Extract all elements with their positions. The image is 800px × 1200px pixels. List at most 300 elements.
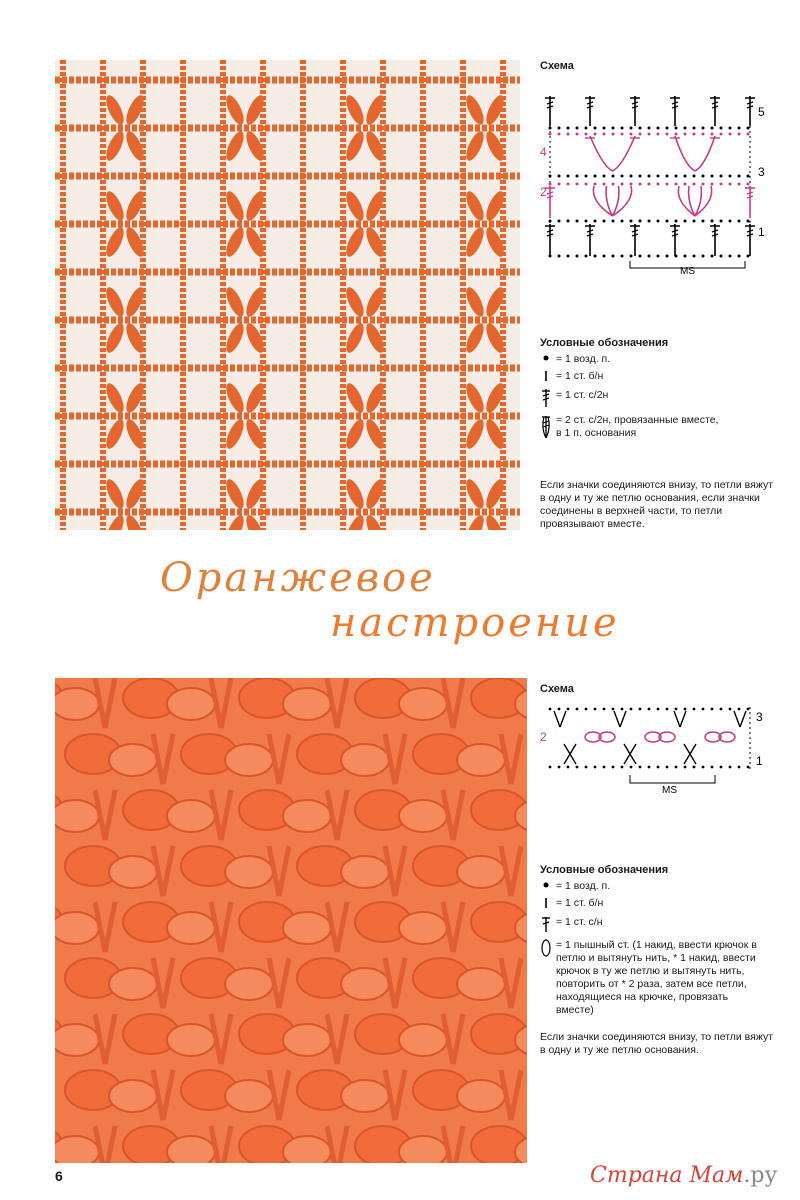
row-number: 2 — [540, 185, 547, 199]
chain-dot — [603, 127, 606, 130]
row-number: 1 — [758, 225, 765, 239]
chain-dot — [702, 220, 705, 223]
chain-dot — [693, 183, 696, 186]
cluster-stroke — [606, 186, 619, 216]
chain-dot — [594, 220, 597, 223]
chain-dot — [585, 183, 588, 186]
chain-dot — [585, 708, 588, 711]
chain-dot — [720, 766, 723, 769]
fan-stitch — [211, 678, 231, 728]
chain-dot — [720, 220, 723, 223]
chain-dot — [558, 766, 561, 769]
chain-dot — [702, 766, 705, 769]
cluster-petal — [243, 513, 267, 530]
cluster-petal — [103, 477, 127, 511]
chain-dot — [639, 175, 642, 178]
legend-text: = 1 пышный ст. (1 накид, ввести крючок в петлю и вытянуть нить, * 1 накид, ввести крючок в ту же петлю и вытянуть нить, повторить от * 2 раза, затем все петли, находящиеся на крючке, провязать вместе) — [556, 939, 757, 1016]
filet-mesh-pattern — [55, 60, 520, 530]
chain-dot — [549, 127, 552, 130]
puff-stitch — [225, 744, 273, 776]
chain-dot — [558, 175, 561, 178]
stitch-line — [620, 711, 626, 727]
bar-icon — [540, 897, 552, 912]
chain-dot — [684, 183, 687, 186]
chain-dot — [720, 175, 723, 178]
chain-dot — [747, 220, 750, 223]
puff-stitch — [225, 968, 273, 1000]
chain-dot — [675, 220, 678, 223]
chain-dot — [684, 133, 687, 136]
chain-dot — [738, 708, 741, 711]
cluster-petal — [463, 285, 487, 319]
cluster-petal — [463, 189, 487, 223]
chain-dot — [720, 127, 723, 130]
chain-dot — [666, 127, 669, 130]
chain-dot — [558, 708, 561, 711]
chain-dot — [702, 708, 705, 711]
chain-dot — [630, 220, 633, 223]
fan-stitch — [269, 1070, 289, 1120]
legend-item — [540, 389, 798, 410]
chain-dot — [558, 133, 561, 136]
stitch-line — [680, 711, 686, 727]
chain-dot — [585, 766, 588, 769]
chain-dot — [657, 766, 660, 769]
fan-stitch — [95, 1014, 115, 1064]
puff-stitch — [457, 744, 505, 776]
chain-dot — [729, 255, 732, 258]
puff-stitch — [55, 688, 99, 720]
chain-dot — [558, 183, 561, 186]
puff-stitch — [399, 912, 447, 944]
repeat-bracket — [630, 775, 715, 783]
puff-stitch — [457, 1080, 505, 1112]
puff-stitch — [399, 688, 447, 720]
chain-dot — [657, 255, 660, 258]
cluster-petal — [463, 513, 487, 530]
chain-dot — [576, 220, 579, 223]
chain-dot — [549, 183, 552, 186]
chain-dot — [576, 766, 579, 769]
puff-stitch — [167, 1136, 215, 1163]
fan-stitch — [95, 678, 115, 728]
fan-stitch — [443, 790, 463, 840]
cluster-petal — [223, 513, 247, 530]
chain-dot — [603, 708, 606, 711]
puff-stitch — [55, 912, 99, 944]
fan-stitch — [153, 958, 173, 1008]
chain-dot — [594, 255, 597, 258]
chain-dot — [684, 766, 687, 769]
cluster-petal — [343, 321, 367, 355]
chain-dot — [603, 175, 606, 178]
chain-dot — [747, 127, 750, 130]
fan-stitch — [501, 1070, 521, 1120]
chain-dot — [612, 175, 615, 178]
chain-dot — [567, 183, 570, 186]
chain-dot — [549, 175, 552, 178]
chain-dot — [711, 183, 714, 186]
chain-dot — [738, 127, 741, 130]
chain-dot — [558, 255, 561, 258]
chain-dot — [621, 708, 624, 711]
chain-dot — [621, 183, 624, 186]
puff-stitch — [341, 968, 389, 1000]
chain-dot — [729, 133, 732, 136]
puff-stitch — [167, 912, 215, 944]
chain-dot — [648, 133, 651, 136]
cluster-petal — [103, 129, 127, 163]
title-line2: настроение — [330, 600, 620, 646]
chain-dot — [648, 255, 651, 258]
chain-dot — [576, 183, 579, 186]
chain-dot — [585, 175, 588, 178]
chain-dot — [702, 175, 705, 178]
chain-dot — [648, 220, 651, 223]
v-stroke — [675, 136, 715, 171]
cluster-petal — [223, 225, 247, 259]
chain-dot — [666, 766, 669, 769]
chain-dot — [639, 708, 642, 711]
chain-dot — [693, 175, 696, 178]
cluster-petal — [343, 477, 367, 511]
cluster-petal — [103, 285, 127, 319]
section1-panel — [540, 60, 798, 531]
cluster-petal — [343, 189, 367, 223]
puff-stitch — [109, 856, 157, 888]
chain-dot — [657, 220, 660, 223]
chain-dot — [630, 175, 633, 178]
fan-stitch — [327, 1014, 347, 1064]
row-number: 4 — [540, 145, 547, 159]
cluster-stroke — [593, 186, 631, 216]
cluster-petal — [343, 417, 367, 451]
chain-dot — [666, 220, 669, 223]
cluster-petal — [343, 381, 367, 415]
chain-dot — [693, 766, 696, 769]
chain-dot — [702, 255, 705, 258]
page-number: 6 — [55, 1168, 63, 1184]
chain-dot — [585, 255, 588, 258]
legend-heading: Условные обозначения — [540, 337, 669, 349]
cluster-petal — [343, 129, 367, 163]
chain-dot — [549, 133, 552, 136]
cluster-petal — [483, 513, 507, 530]
fan-stitch — [385, 958, 405, 1008]
puff-stitch — [109, 744, 157, 776]
fan-stitch — [327, 902, 347, 952]
chain-dot — [612, 766, 615, 769]
legend-item — [540, 880, 798, 893]
chain-dot — [585, 133, 588, 136]
chain-dot — [612, 127, 615, 130]
chain-dot — [603, 183, 606, 186]
fan-stitch — [211, 902, 231, 952]
chain-dot — [585, 220, 588, 223]
fan-stitch — [211, 790, 231, 840]
chain-dot — [621, 127, 624, 130]
chain-dot — [711, 127, 714, 130]
puff-stitch — [109, 1080, 157, 1112]
chain-dot — [576, 255, 579, 258]
chain-dot — [567, 708, 570, 711]
chain-dot — [684, 127, 687, 130]
chain-dot — [630, 766, 633, 769]
chain-dot — [684, 708, 687, 711]
chain-dot — [558, 220, 561, 223]
chain-dot — [747, 133, 750, 136]
chain-dot — [729, 127, 732, 130]
cluster-petal — [103, 225, 127, 259]
puff-stitch — [283, 688, 331, 720]
chain-dot — [729, 175, 732, 178]
chain-dot — [558, 127, 561, 130]
puff-stitch — [55, 800, 99, 832]
chain-dot — [585, 127, 588, 130]
chain-dot — [549, 766, 552, 769]
chain-dot — [693, 255, 696, 258]
chain-dot — [612, 133, 615, 136]
crochet-chart-1 — [540, 76, 770, 276]
chain-dot — [738, 766, 741, 769]
legend-note: Если значки соединяются внизу, то петли вяжут в одну и ту же петлю основания, если значки соединены в верхней части, то петли провязывают вместе. — [540, 479, 774, 530]
chain-dot — [603, 255, 606, 258]
fan-stitch — [211, 1014, 231, 1064]
bar-icon — [540, 370, 552, 385]
fan-stitch — [501, 846, 521, 896]
chain-dot — [711, 175, 714, 178]
puff-stitch — [283, 800, 331, 832]
chain-dot — [657, 175, 660, 178]
chain-dot — [639, 133, 642, 136]
stitch-line — [554, 711, 560, 727]
legend-text: = 1 возд. п. — [556, 353, 611, 365]
double-crochet-icon — [540, 389, 552, 410]
chain-dot — [621, 220, 624, 223]
fan-stitch — [501, 734, 521, 784]
chain-dot — [630, 183, 633, 186]
swatch-photo-filet — [55, 60, 520, 530]
chain-dot — [693, 133, 696, 136]
legend-list — [540, 880, 798, 1017]
dot-icon — [540, 353, 552, 366]
puff-stitch — [341, 744, 389, 776]
chain-dot — [684, 175, 687, 178]
puff-stitch — [341, 856, 389, 888]
fan-stitch — [385, 734, 405, 784]
fan-stitch — [327, 790, 347, 840]
chain-dot — [612, 708, 615, 711]
stitch-line — [734, 711, 740, 727]
cluster-petal — [223, 381, 247, 415]
chain-dot — [648, 183, 651, 186]
fan-stitch — [269, 734, 289, 784]
puff-stitch — [283, 1024, 331, 1056]
chain-dot — [738, 133, 741, 136]
chain-dot — [594, 175, 597, 178]
chain-dot — [648, 127, 651, 130]
chain-dot — [549, 708, 552, 711]
chain-dot — [666, 708, 669, 711]
fan-stitch — [327, 678, 347, 728]
legend-text: = 1 возд. п. — [556, 880, 611, 892]
dot-icon — [540, 880, 552, 893]
chain-dot — [594, 183, 597, 186]
chain-dot — [576, 708, 579, 711]
cluster-petal — [463, 93, 487, 127]
fan-stitch — [95, 902, 115, 952]
puff-stitch — [167, 1024, 215, 1056]
cluster-petal — [343, 513, 367, 530]
chain-dot — [693, 127, 696, 130]
puff-stitch — [109, 968, 157, 1000]
chain-dot — [567, 220, 570, 223]
chain-dot — [639, 183, 642, 186]
cluster-petal — [103, 321, 127, 355]
cluster-stroke — [678, 186, 711, 216]
chain-dot — [639, 127, 642, 130]
legend-item — [540, 916, 798, 935]
chain-dot — [603, 766, 606, 769]
treble-icon — [540, 916, 552, 935]
chain-dot — [612, 220, 615, 223]
watermark-suffix: .ру — [743, 1163, 778, 1188]
title-line1: Оранжевое — [160, 555, 436, 601]
stitch-line — [560, 711, 566, 727]
fan-stitch — [501, 958, 521, 1008]
puff-stitch — [167, 688, 215, 720]
chain-dot — [720, 255, 723, 258]
chain-dot — [711, 133, 714, 136]
puff-stitch — [457, 968, 505, 1000]
puff-stitch — [55, 1024, 99, 1056]
cluster-petal — [343, 93, 367, 127]
row-number: 3 — [758, 165, 765, 179]
cluster-icon — [540, 414, 552, 443]
puff-stitch — [457, 856, 505, 888]
cluster-petal — [223, 285, 247, 319]
chain-dot — [738, 220, 741, 223]
cluster-petal — [103, 513, 127, 530]
puff-stitch — [55, 1136, 99, 1163]
stitch-line — [740, 711, 746, 727]
chain-dot — [648, 175, 651, 178]
row-number: 3 — [756, 710, 763, 724]
chain-dot — [612, 255, 615, 258]
puff-stitch — [341, 1080, 389, 1112]
chain-dot — [747, 175, 750, 178]
chain-dot — [594, 708, 597, 711]
repeat-label: MS — [680, 266, 695, 276]
chain-dot — [630, 133, 633, 136]
legend-list — [540, 353, 798, 443]
chain-dot — [603, 133, 606, 136]
v-stroke — [590, 136, 635, 171]
chain-dot — [567, 175, 570, 178]
chain-dot — [666, 133, 669, 136]
chain-dot — [729, 766, 732, 769]
row-number: 2 — [540, 730, 547, 744]
cluster-petal — [223, 417, 247, 451]
swatch-photo-puff — [55, 678, 527, 1163]
legend-item — [540, 370, 798, 385]
chain-dot — [594, 133, 597, 136]
cluster-petal — [363, 513, 387, 530]
chain-dot — [675, 175, 678, 178]
cluster-petal — [103, 381, 127, 415]
chain-dot — [576, 127, 579, 130]
chain-dot — [657, 183, 660, 186]
legend-item — [540, 414, 798, 443]
chain-dot — [567, 766, 570, 769]
puff-stitch — [399, 800, 447, 832]
chain-dot — [738, 255, 741, 258]
puff-icon — [540, 939, 552, 960]
chain-dot — [603, 220, 606, 223]
chain-dot — [693, 220, 696, 223]
chain-dot — [702, 183, 705, 186]
cluster-petal — [463, 381, 487, 415]
fan-stitch — [269, 958, 289, 1008]
fan-stitch — [153, 846, 173, 896]
chain-dot — [729, 183, 732, 186]
fan-stitch — [385, 846, 405, 896]
chain-dot — [675, 766, 678, 769]
chain-dot — [729, 220, 732, 223]
chain-dot — [621, 133, 624, 136]
puff-stitch — [283, 1136, 331, 1163]
chain-dot — [639, 766, 642, 769]
cluster-petal — [223, 321, 247, 355]
chain-dot — [657, 708, 660, 711]
chain-dot — [675, 183, 678, 186]
legend-heading: Условные обозначения — [540, 864, 669, 876]
chain-dot — [711, 708, 714, 711]
chain-dot — [711, 766, 714, 769]
cluster-petal — [463, 225, 487, 259]
cluster-petal — [223, 189, 247, 223]
chain-dot — [657, 127, 660, 130]
chain-dot — [720, 183, 723, 186]
scheme-heading: Схема — [540, 683, 574, 695]
legend-text: = 1 ст. б/н — [556, 370, 604, 382]
cluster-petal — [463, 477, 487, 511]
chain-dot — [675, 133, 678, 136]
chain-dot — [567, 127, 570, 130]
stitch-line — [674, 711, 680, 727]
cluster-petal — [463, 321, 487, 355]
chain-dot — [747, 183, 750, 186]
chain-dot — [675, 127, 678, 130]
chain-dot — [738, 183, 741, 186]
watermark-main: Страна Мам — [590, 1163, 744, 1188]
chain-dot — [738, 175, 741, 178]
chain-dot — [702, 127, 705, 130]
row-number: 1 — [756, 754, 763, 768]
fan-stitch — [443, 902, 463, 952]
cluster-petal — [103, 93, 127, 127]
cluster-petal — [343, 225, 367, 259]
chain-dot — [576, 133, 579, 136]
chain-dot — [630, 708, 633, 711]
fan-stitch — [443, 1014, 463, 1064]
chain-dot — [666, 255, 669, 258]
chain-dot — [747, 766, 750, 769]
row-number: 5 — [758, 105, 765, 119]
stitch-line — [614, 711, 620, 727]
chain-dot — [729, 708, 732, 711]
puff-stitch — [225, 1080, 273, 1112]
